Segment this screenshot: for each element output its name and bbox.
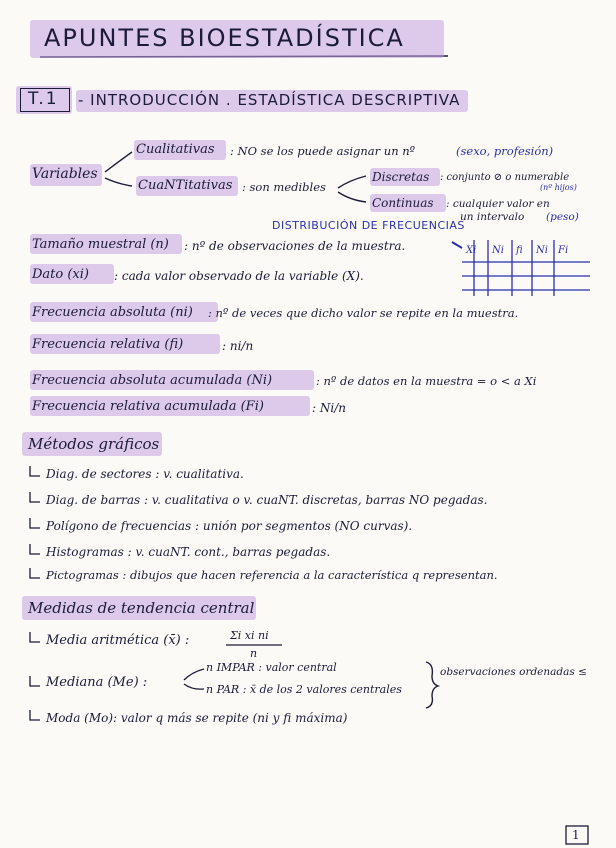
freq-table-header: Ni [492, 245, 504, 256]
definition-desc: : nº de veces que dicho valor se repite en la muestra. [208, 306, 519, 320]
list-item: Diag. de sectores : v. cualitativa. [46, 467, 244, 481]
qualitative-label: Cualitativas [136, 142, 215, 157]
continuous-example: (peso) [546, 211, 579, 223]
unit-title: - INTRODUCCIÓN . ESTADÍSTICA DESCRIPTIVA [78, 91, 461, 109]
median-label: Mediana (Me) : [46, 675, 148, 690]
page-number: 1 [572, 828, 580, 842]
freq-table-header: fi [516, 245, 523, 256]
page-title: APUNTES BIOESTADÍSTICA [44, 24, 405, 52]
discrete-label: Discretas [372, 170, 430, 184]
median-even: n PAR : x̄ de los 2 valores centrales [206, 683, 402, 696]
list-item: Polígono de frecuencias : unión por segmentos (NO curvas). [46, 519, 413, 533]
mean-denominator: n [250, 647, 258, 660]
mean-numerator: Σi xi ni [230, 629, 269, 642]
definition-term: Frecuencia absoluta (ni) [32, 305, 193, 320]
freq-table-header: Ni [536, 245, 548, 256]
central-tendency-heading: Medidas de tendencia central [28, 599, 255, 617]
quantitative-label: CuaNTitativas [138, 178, 233, 193]
graphic-methods-heading: Métodos gráficos [28, 435, 160, 453]
median-odd: n IMPAR : valor central [206, 661, 337, 674]
definition-term: Frecuencia relativa acumulada (Fi) [32, 399, 264, 414]
definition-desc: : Ni/n [312, 401, 346, 415]
definition-term: Frecuencia relativa (fi) [32, 337, 184, 352]
list-item: Diag. de barras : v. cualitativa o v. cuaNT. discretas, barras NO pegadas. [46, 493, 488, 507]
definition-term: Frecuencia absoluta acumulada (Ni) [32, 373, 273, 388]
continuous-desc: : cualquier valor en [446, 198, 550, 210]
mode-definition: Moda (Mo): valor q más se repite (ni y fi máxima) [46, 711, 348, 725]
definition-desc: : cada valor observado de la variable (X). [114, 269, 364, 283]
definition-term: Dato (xi) [32, 267, 89, 282]
continuous-label: Continuas [372, 196, 434, 210]
variables-label: Variables [32, 166, 98, 182]
definition-desc: : nº de datos en la muestra = o < a Xi [316, 374, 537, 388]
definition-term: Tamaño muestral (n) [32, 237, 169, 252]
freq-table-header: Fi [558, 245, 569, 256]
list-item: Pictogramas : dibujos que hacen referencia a la característica q representan. [46, 568, 498, 582]
median-note: observaciones ordenadas ≤ [440, 666, 587, 678]
continuous-desc2: un intervalo [460, 211, 525, 223]
definition-desc: : nº de observaciones de la muestra. [184, 239, 406, 253]
definition-desc: : ni/n [222, 339, 254, 353]
discrete-note: (nº hijos) [540, 183, 577, 192]
qualitative-examples: (sexo, profesión) [456, 144, 554, 158]
mean-label: Media aritmética (x̄) : [46, 633, 190, 648]
qualitative-desc: : NO se los puede asignar un nº [230, 144, 416, 158]
freq-table-title: DISTRIBUCIÓN DE FRECUENCIAS [272, 219, 465, 232]
quantitative-desc: : son medibles [242, 180, 326, 194]
freq-table-header: Xi [466, 245, 477, 256]
unit-tag: T.1 [28, 89, 59, 109]
discrete-desc: : conjunto ⊘ o numerable [440, 172, 570, 183]
list-item: Histogramas : v. cuaNT. cont., barras pegadas. [46, 545, 331, 559]
